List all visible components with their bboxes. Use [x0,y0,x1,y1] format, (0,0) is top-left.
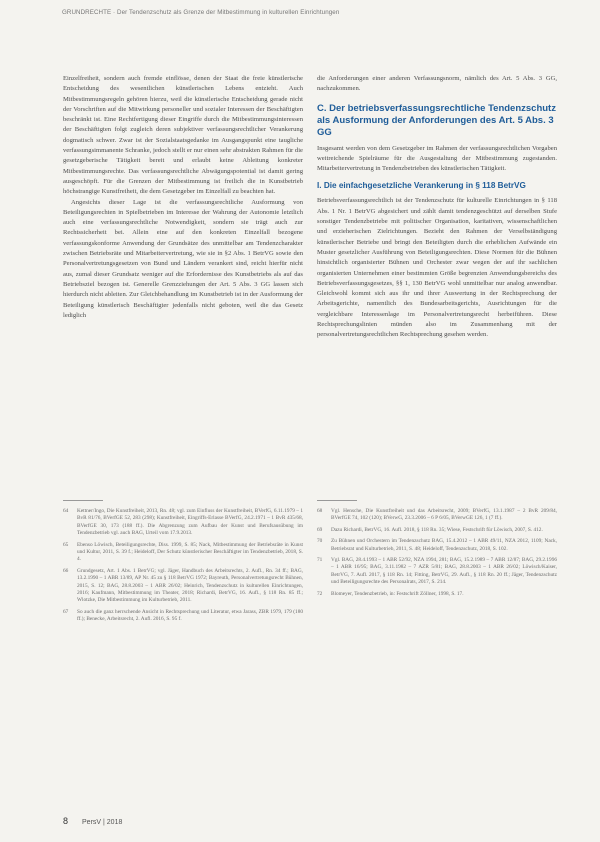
footnote [317,508,557,523]
section-heading-c: C. Der betriebsverfassungsrechtliche Tendenzschutz als Ausformung der Anforderungen des Art. 5 Abs. 3 GG [317,102,556,138]
footnote-text: Zu Bühnen und Orchestern im Tendenzschutz BAG, 15.4.2012 – 1 ABR 49/11, NZA 2012, 1109; Nack, Betriebsrat und Kulturbetrieb, 2011, S. 48; Heideloff, Tendenzschutz, 2018, S. 102. [331,538,557,552]
right-intro-paragraph: die Anforderungen einer anderen Verfassungsnorm, nämlich des Art. 5 Abs. 3 GG, nachzukommen. [317,75,557,93]
footnote-divider-right [317,500,357,501]
footnote-number: 64 [63,508,69,514]
footnote [63,568,303,605]
page-number: 8 [63,816,69,826]
page-footer [63,816,122,826]
left-paragraph-1: Einzelfreiheit, sondern auch fremde einflösse, denen der Staat die freie künstlerische Entscheidung des wesentlichen künstlerischen Lebens entzieht. Auch Mitbestimmungsregeln gehören hierzu, weil die künstlerische Entscheidung gerade nicht der Vorschriften auf die Mitwirkung personeller und sozialer Interessen der Beschäftigten beschränkt ist. Eine Rechtfertigung dieser Eingriffe durch die Mitbestimmungsinteressen der Beschäftigten folgt zugleich deren subjektiver verfassungsrechtlicher Verankerung dogmatisch schwer. Zwar ist der Sozialstaatsgedanke im Ausgangspunkt eine taugliche verfassungsimmanente Schranke, jedoch stellt er nur einen sehr abstrakten Rahmen für die gesetzgeberische Tätigkeit bereit und erlaubt keine Ableitung konkreter Mitbestimmungsrechte. Das verfassungsrechtliche Abwägungspotential ist damit gering ausgeschöpft. Für die Grenzen der Mitbestimmung ist freilich die in Kunstbetrieb höchstrangige Kunstfreiheit, die dem Gesetzgeber im Einzelfall zu beachten hat. [63,75,303,196]
subsection-i-paragraph: Betriebsverfassungsrechtlich ist der Tendenzschutz für kulturelle Einrichtungen in § 118 Abs. 1 Nr. 1 BetrVG abgesichert und zählt damit tendenzgeschützt auf derselben Stufe sonstiger Tendenzbetriebe mit politischer Organisation, karitativen, wissenschaftlichen und erzieherischen Zielrichtungen. Bezieht den Rahmen der Verselbständigung künstlerischer Betriebe und bringt den Beteiligten durch die erheblichen Aufwände ein Muster gesetzlicher Ausführung von Beteiligungsrechten. Diese Normen für die Bühnen hinsichtlich organisierter Bühnen und Orchester zwar wegen der auf ihr sachlichen organisierten Unternehmen einer bestimmten Größe begrenzten Anwendungsbereichs des Betriebsverfassungsgesetzes, §§ 1, 130 BetrVG wohl unmittelbar nur analog anwendbar. Gleichwohl kommt sich aus ihr und ihrer Auswertung in der Rechtsprechung der Arbeitsgerichte, namentlich des Bundesarbeitsgerichts, Ausrichtungen für die vergleichbare Interessenlage im Personalvertretungsrecht herbeiführen. Diese Rechtsprechungslinien münden also im Zusammenhang mit der personalvertretungsrechtlichen Rechtsprechung gesehen werden. [317,197,557,339]
footnote-number: 72 [317,590,323,597]
footnote-text: Kettner/Ingo, Die Kunstfreiheit, 2013, Rn. 48; vgl. zum Einfluss der Kunstfreiheit, BVerfG, 6.11.1979 – 1 BvR 81/76, BVerfGE 52, 283 (298); Kunstfreiheit, Eingriffs-Erlasse BVerfG, 24.2.1971 – 1 BvR 435/68, BVerfGE 30, 173 (188 ff.). Die Abgrenzung zum Aufbau der Kunst und Berufsausübung im Tendenzbetrieb vgl. auch BAG, Urteil vom 17.9.2013. [77,508,303,537]
right-column [317,74,557,341]
footnote-number: 68 [317,508,323,514]
footnotes-left [63,508,303,628]
footnote-text: Grundgesetz, Art. 1 Abs. 1 BetrVG; vgl. Jäger, Handbuch des Arbeitsrechts, 2. Aufl., Rn. 34 ff.; BAG, 13.2.1990 – 1 ABR 13/89, AP Nr. 45 zu § 118 BetrVG 1972; Bayreuth, Personalvertretungsrecht Bühnen, 2015, S. 12; BAG, 28.8.2003 – 1 ABR 26/02; Heinrich, Tendenzschutz in kulturellen Einrichtungen, 2016; Kaufmann, Mitbestimmung im Theater, 2018; Richardi, BetrVG, 16. Aufl., § 118 Rn. 85 ff.; Wlotzke, Die Mitbestimmung im Kulturbetrieb, 2011. [77,567,303,604]
footnote [63,508,303,538]
running-head: GRUNDRECHTE · Der Tendenzschutz als Grenze der Mitbestimmung in kulturellen Einrichtungen [62,9,340,16]
footnote [63,542,303,564]
left-column [63,74,303,321]
footnote-number: 69 [317,526,323,533]
footnote-text: So auch die ganz herrschende Ansicht in Rechtsprechung und Literatur, etwa Jarass, ZBR 1979, 179 (180 ff.); Benecke, Arbeitsrecht, 2. Aufl. 2016, S. 95 f. [77,608,303,623]
footnote-number: 67 [63,608,69,615]
footnote [63,609,303,624]
subsection-heading-i: I. Die einfachgesetzliche Verankerung in § 118 BetrVG [317,181,526,191]
footnote-text: Ebenso Löwisch, Beteiligungsrechte, Diss. 1999, S. 85; Nack, Mitbestimmung der Betriebsräte in Kunst und Kultur, 2011, S. 39 f.; Heideloff, Der Schutz künstlerischer Beschäftigter im Tendenzbetrieb, 2018, S. 4. [77,541,303,563]
footnotes-right [317,508,557,602]
footnote [317,591,557,598]
footnote [317,538,557,553]
footnote-text: Dazu Richardi, BetrVG, 16. Aufl. 2018, § 118 Rn. 35; Wiese, Festschrift für Löwisch, 2007, S. 412. [331,526,543,533]
footnote [317,557,557,587]
footnote [317,527,557,534]
journal-name: PersV | 2018 [82,819,123,826]
footnote-number: 65 [63,541,69,548]
footnote-text: Vgl. Hensche, Die Kunstfreiheit und das Arbeitsrecht, 2009; BVerfG, 13.1.1987 – 2 BvR 209/84, BVerfGE 74, 102 (120); BVerwG, 23.3.2006 – 6 P 6/05, BVerwGE 126, 1 (7 ff.). [331,508,557,522]
footnote-divider-left [63,500,103,501]
section-c-paragraph: Insgesamt werden von dem Gesetzgeber im Rahmen der verfassungsrechtlichen Vorgaben weitreichende Spielräume für die Ausgestaltung der Mitbestimmung zugestanden. Mitarbeitervertretung in Tendenzbetrieben des künstlerischen Tätigkeit. [317,144,557,173]
footnote-text: Vgl. BAG, 28.4.1993 – 1 ABR 52/92, NZA 1994, 281; BAG, 15.2.1989 – 7 ABR 12/87; BAG, 29.2.1996 – 1 ABR 16/95; BAG, 3.11.1982 – 7 AZR 5/81; BAG, 28.8.2003 – 1 ABR 26/02; Löwisch/Kaiser, BetrVG, 7. Aufl. 2017, § 118 Rn. 14; Fitting, BetrVG, 29. Aufl., § 118 Rn. 20 ff.; Jäger, Tendenzschutz und Beteiligungsrechte des Personalrats, 2017, S. 214. [331,557,557,586]
left-paragraph-2: Angesichts dieser Lage ist die verfassungsrechtliche Ausformung von Beteiligungsrechten in Spielbetrieben im Interesse der Wahrung der Autonomie letztlich auch eine verfassungsrechtliche Notwendigkeit, sondern sie trägt auch zur Rechtssicherheit bei. Allein eine auf den konkreten Einzelfall bezogene verfassungskonforme Anwendung der Grundsätze des unmittelbar am Tendenzcharakter zwischen Betriebsräte und Mitarbeitervertretung, wie sie in §2 Abs. 1 BetrVG sowie den Personalvertretungsgesetzen von Bund und Ländern verankert sind, reicht hierfür nicht aus, zumal dieser Grundsatz weniger auf die Erfordernisse des Kunstbetriebs als auf das Betriebsziel bezogen ist. Generelle Grenzziehungen der Art. 5 Abs. 3 GG lassen sich hierdurch nicht ableiten. Zur Gleichbehandlung im Kunstbetrieb ist in der Ausformung der Beteiligung künstlerisch Beschäftigter jedenfalls nicht geboten, weil die das Gesetz lediglich [63,198,303,319]
footnote-number: 66 [63,567,69,574]
footnote-number: 70 [317,538,323,545]
footnote-number: 71 [317,557,323,564]
footnote-text: Blomeyer, Tendenzbetrieb, in: Festschrift Zöllner, 1998, S. 17. [331,590,464,597]
